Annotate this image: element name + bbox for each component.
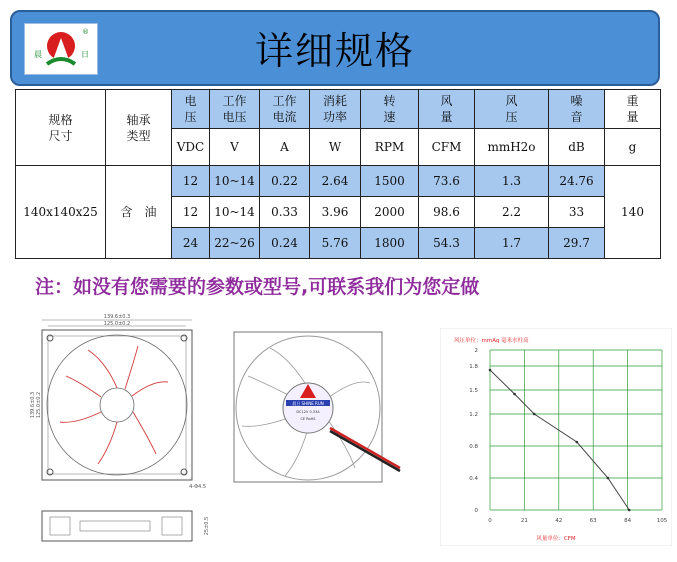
header-work-current-l2: 电流 <box>272 110 297 124</box>
table-cell: 2.64 <box>310 166 361 197</box>
header-speed-l1: 转 <box>383 94 396 108</box>
header-power <box>310 90 361 129</box>
x-tick-label: 21 <box>520 518 528 524</box>
table-cell: 0.33 <box>260 197 310 228</box>
table-cell: 1.3 <box>475 166 549 197</box>
table-cell: 54.3 <box>419 228 475 259</box>
unit-cell: RPM <box>361 129 419 166</box>
table-cell: 12 <box>172 166 210 197</box>
table-cell: 0.22 <box>260 166 310 197</box>
header-noise-l1: 噪 <box>570 94 583 108</box>
chart-x-label: 风量单位：CFM <box>536 536 576 542</box>
header-airflow <box>419 90 475 129</box>
header-weight <box>605 90 661 129</box>
x-tick-label: 84 <box>624 518 632 524</box>
table-cell: 24.76 <box>549 166 605 197</box>
page-title: 详细规格 <box>254 29 415 73</box>
registered-mark: ® <box>82 28 89 36</box>
header-weight-l1: 重 <box>626 94 639 108</box>
header-voltage <box>172 90 210 129</box>
header-airflow-l1: 风 <box>440 94 453 108</box>
unit-cell: V <box>210 129 260 166</box>
header-pressure-l1: 风 <box>505 94 518 108</box>
table-cell: 98.6 <box>419 197 475 228</box>
unit-cell: A <box>260 129 310 166</box>
table-cell: 33 <box>549 197 605 228</box>
unit-cell: mmH2o <box>475 129 549 166</box>
curve-point <box>576 441 579 444</box>
y-tick-label: 1.8 <box>469 364 478 370</box>
y-tick-label: 2 <box>474 348 478 354</box>
hole-dim: 4-Φ4.5 <box>189 484 206 490</box>
header-noise <box>549 90 605 129</box>
header-work-voltage <box>210 90 260 129</box>
curve-point <box>628 509 631 512</box>
table-cell: 24 <box>172 228 210 259</box>
fan-front-drawing <box>28 312 208 490</box>
table-cell: 10~14 <box>210 197 260 228</box>
dim-top-outer: 139.6±0.3 <box>103 314 131 320</box>
header-work-current-l1: 工作 <box>272 94 297 108</box>
y-tick-label: 0 <box>474 508 478 514</box>
table-cell: 29.7 <box>549 228 605 259</box>
table-cell: 1.7 <box>475 228 549 259</box>
unit-cell: VDC <box>172 129 210 166</box>
curve-point <box>513 393 516 396</box>
table-cell: 1800 <box>361 228 419 259</box>
curve-point <box>533 413 536 416</box>
table-cell: 3.96 <box>310 197 361 228</box>
side-dim: 25±0.5 <box>204 516 210 536</box>
header-bearing-line1: 轴承 <box>126 112 151 127</box>
header-speed <box>361 90 419 129</box>
x-tick-label: 63 <box>589 518 597 524</box>
header-size <box>16 90 106 166</box>
x-tick-label: 105 <box>656 518 668 524</box>
dim-left-inner: 125.0±0.2 <box>36 391 42 419</box>
header-pressure <box>475 90 549 129</box>
unit-cell: dB <box>549 129 605 166</box>
y-tick-label: 1.5 <box>469 388 478 394</box>
label-model: DC12V 0.33A <box>296 410 320 414</box>
header-bearing-line2: 类型 <box>126 128 151 143</box>
table-cell: 2000 <box>361 197 419 228</box>
header-power-l1: 消耗 <box>322 94 347 108</box>
unit-cell: CFM <box>419 129 475 166</box>
title-banner <box>10 10 660 86</box>
header-airflow-l2: 量 <box>440 110 453 124</box>
fan-rear-drawing <box>230 328 410 488</box>
table-cell: 12 <box>172 197 210 228</box>
table-cell: 73.6 <box>419 166 475 197</box>
table-cell: 1500 <box>361 166 419 197</box>
header-work-current <box>260 90 310 129</box>
label-brand: 晨日 SHINE RUN <box>292 401 324 406</box>
header-voltage-l2: 压 <box>184 110 197 124</box>
header-bearing <box>106 90 172 166</box>
weight-cell: 140 <box>605 166 661 259</box>
dim-top-inner: 125.0±0.2 <box>103 321 131 327</box>
table-cell: 2.2 <box>475 197 549 228</box>
logo-char-left: 晨 <box>34 50 42 59</box>
x-tick-label: 42 <box>555 518 563 524</box>
y-tick-label: 1.2 <box>469 412 478 418</box>
header-size-line1: 规格 <box>48 112 73 127</box>
header-size-line2: 尺寸 <box>48 128 73 143</box>
chart-title: 风压单位：mmAq 毫米水柱高 <box>454 338 529 344</box>
dim-left-outer: 139.6±0.3 <box>30 391 36 419</box>
table-cell: 22~26 <box>210 228 260 259</box>
header-power-l2: 功率 <box>322 110 347 124</box>
curve-point <box>489 369 492 372</box>
table-cell: 10~14 <box>210 166 260 197</box>
y-tick-label: 0.4 <box>469 476 478 482</box>
header-pressure-l2: 压 <box>505 110 518 124</box>
curve-point <box>607 477 610 480</box>
y-tick-label: 0.8 <box>469 444 478 450</box>
x-tick-label: 0 <box>488 518 492 524</box>
header-weight-l2: 量 <box>626 110 639 124</box>
spec-table <box>15 89 661 259</box>
table-cell: 0.24 <box>260 228 310 259</box>
size-cell: 140x140x25 <box>16 166 106 259</box>
table-header-row <box>16 90 661 129</box>
unit-cell: g <box>605 129 661 166</box>
header-work-voltage-l2: 电压 <box>222 110 247 124</box>
logo-char-right: 日 <box>81 50 89 59</box>
table-cell: 5.76 <box>310 228 361 259</box>
header-noise-l2: 音 <box>570 110 583 124</box>
unit-cell: W <box>310 129 361 166</box>
header-work-voltage-l1: 工作 <box>222 94 247 108</box>
table-row <box>16 166 661 197</box>
label-ce: CE RoHS <box>300 417 316 421</box>
header-voltage-l1: 电 <box>184 94 197 108</box>
custom-order-note: 注：如没有您需要的参数或型号,可联系我们为您定做 <box>35 276 480 298</box>
header-speed-l2: 速 <box>383 110 396 124</box>
performance-chart <box>440 328 672 546</box>
fan-side-drawing <box>40 507 215 549</box>
bearing-cell: 含 油 <box>106 166 172 259</box>
